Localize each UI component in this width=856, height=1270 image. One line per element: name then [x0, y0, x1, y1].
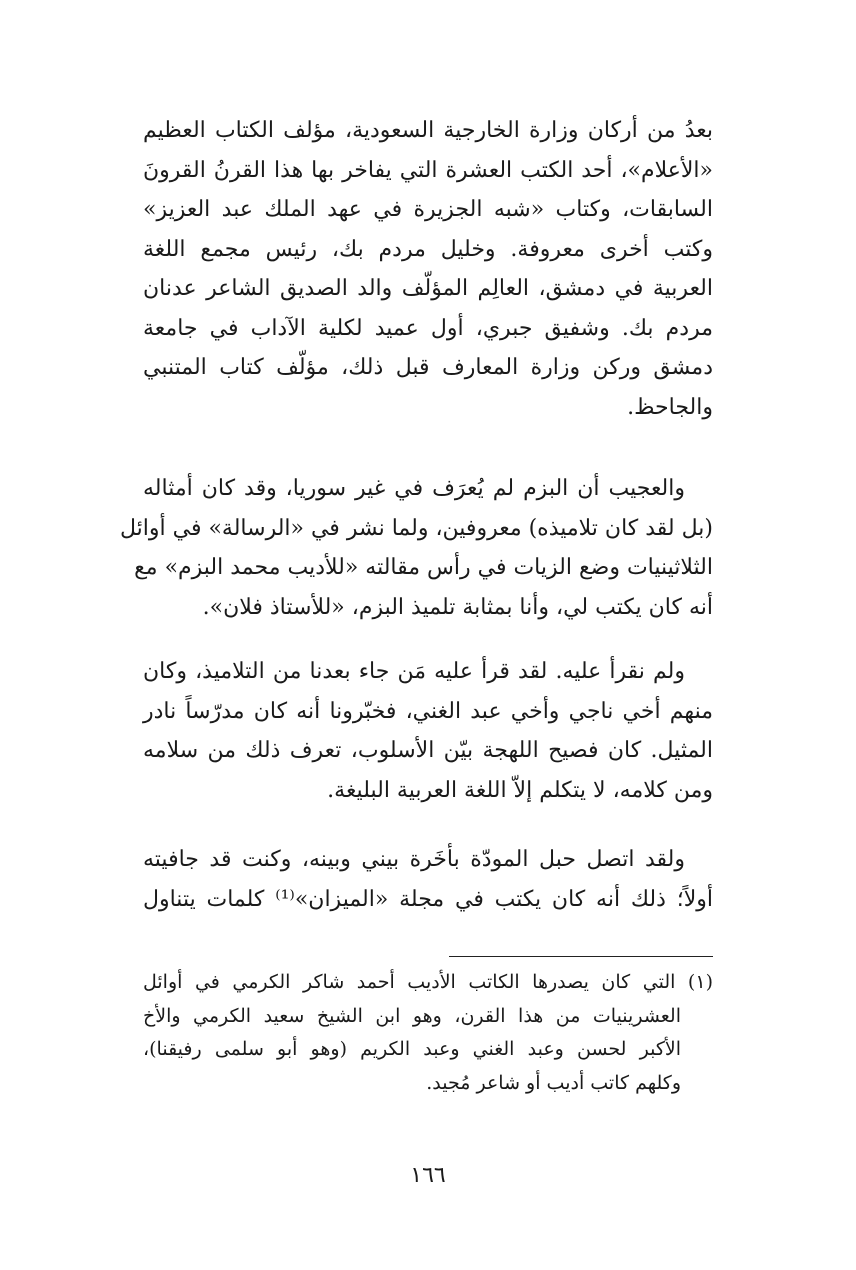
footnote-line: وكلهم كاتب أديب أو شاعر مُجيد.	[426, 1071, 681, 1094]
body-paragraph-4	[143, 840, 713, 919]
text-line: مردم بك. وشفيق جبري، أول عميد لكلية الآداب في جامعة	[143, 315, 713, 341]
text-line: والعجيب أن البزم لم يُعرَف في غير سوريا، وقد كان أمثاله	[143, 476, 685, 501]
footnote-line: (١) التي كان يصدرها الكاتب الأديب أحمد شاكر الكرمي في أوائل	[143, 971, 713, 993]
text-line: ومن كلامه، لا يتكلم إلاّ اللغة العربية البليغة.	[327, 777, 713, 803]
text-line: أنه كان يكتب لي، وأنا بمثابة تلميذ البزم، «للأستاذ فلان».	[202, 594, 713, 620]
text-line: الثلاثينيات وضع الزيات في رأس مقالته «للأديب محمد البزم» مع	[134, 555, 713, 580]
text-line: ولقد اتصل حبل المودّة بأخَرة بيني وبينه، وكنت قد جافيته	[143, 847, 685, 872]
text-line: دمشق وركن وزارة المعارف قبل ذلك، مؤلّف كتاب المتنبي	[143, 355, 713, 380]
footnote-line: العشرينيات من هذا القرن، وهو ابن الشيخ سعيد الكرمي والأخ	[143, 1004, 681, 1027]
text-line: العربية في دمشق، العالِم المؤلّف والد الصديق الشاعر عدنان	[143, 276, 713, 301]
body-paragraph-2	[120, 469, 713, 627]
footnote	[143, 966, 713, 1100]
page-number: ١٦٦	[410, 1163, 446, 1188]
body-paragraph-3	[143, 652, 713, 810]
text-line: ولم نقرأ عليه. لقد قرأ عليه مَن جاء بعدنا من التلاميذ، وكان	[143, 659, 685, 684]
text-line: والجاحظ.	[627, 394, 713, 420]
footnote-line: الأكبر لحسن وعبد الغني وعبد الكريم (وهو أبو سلمى رفيقنا)،	[143, 1038, 681, 1060]
text-line: منهم أخي ناجي وأخي عبد الغني، فخبّرونا أنه كان مدرّساً نادر	[143, 698, 713, 724]
text-line: «الأعلام»، أحد الكتب العشرة التي يفاخر بها هذا القرنُ القرونَ	[143, 157, 713, 183]
footnote-separator	[449, 956, 713, 957]
text-line: المثيل. كان فصيح اللهجة بيّن الأسلوب، تعرف ذلك من سلامه	[143, 738, 713, 763]
text-line: وكتب أخرى معروفة. وخليل مردم بك، رئيس مجمع اللغة	[143, 236, 713, 262]
body-paragraph-1	[143, 111, 713, 427]
text-line: بعدُ من أركان وزارة الخارجية السعودية، مؤلف الكتاب العظيم	[143, 118, 713, 143]
text-line: السابقات، وكتاب «شبه الجزيرة في عهد الملك عبد العزيز»	[143, 197, 713, 222]
text-line: أولاً؛ ذلك أنه كان يكتب في مجلة «الميزان»⁽¹⁾ كلمات يتناول	[143, 886, 713, 912]
text-line: (بل لقد كان تلاميذه) معروفين، ولما نشر في «الرسالة» في أوائل	[120, 515, 713, 541]
